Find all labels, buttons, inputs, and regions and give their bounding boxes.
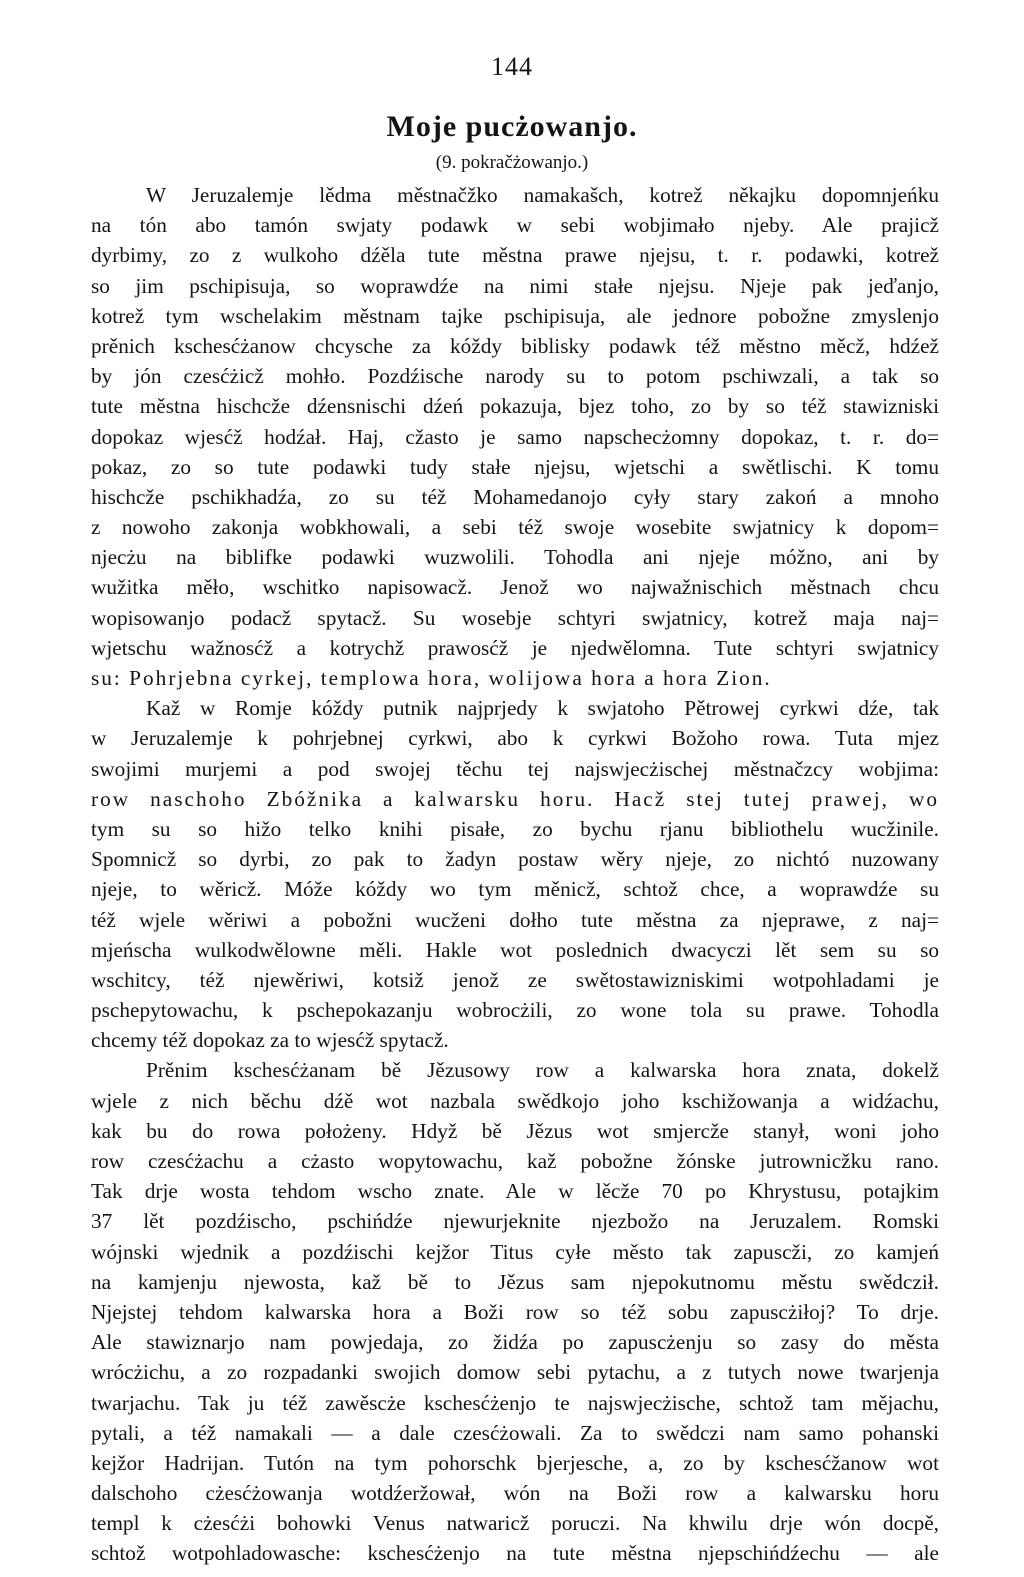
text-line: chcemy též dopokaz za to wjesćž spytacž. [91,1028,449,1053]
text-line: Prěnim kschesćżanam bě Jězusowy row a kalwarska hora znata, dokelž [146,1058,939,1083]
text-line: na tón abo tamón swjaty podawk w sebi wobjimało njeby. Ale prajicž [91,213,939,238]
text-line: Spomnicž so dyrbi, zo pak to žadyn postaw wěry njeje, zo nichtó nuzowany [91,847,939,872]
text-line: wjele z nich běchu dźě wot nazbala swědkojo joho kschižowanja a widźachu, [91,1088,939,1113]
text-line: swojimi murjemi a pod swojej těchu tej najswjecżischej městnačzcy wobjima: [91,756,939,781]
text-line: dopokaz wjesćž hodźał. Haj, cžasto je samo napschecżomny dopokaz, t. r. do= [91,424,939,449]
text-line: kak bu do rowa położeny. Hdyž bě Jězus wot smjercže stanył, woni joho [91,1118,939,1143]
text-line: na kamjenju njewosta, kaž bě to Jězus sam njepokutnomu městu swědcził. [91,1269,939,1294]
body-text [91,180,939,1569]
text-line: pschepytowachu, k pschepokazanju wobrocżili, zo wone tola su prawe. Tohodla [91,998,939,1023]
text-line: W Jeruzalemje lědma městnačžko namakašch, kotrež někajku dopomnjeńku [146,183,939,207]
text-line: wopisowanjo podacž spytacž. Su wosebje schtyri swjatnicy, kotrež maja naj= [91,605,939,630]
text-line: wrócżichu, a zo rozpadanki swojich domow sebi pytachu, a z tutych nowe twarjenja [91,1360,939,1385]
text-line: mjeńscha wulkodwělowne měli. Hakle wot poslednich dwacyczi lět sem su so [91,937,939,962]
text-line: schtož wotpohladowasche: kschesćżenjo na tute městna njepschińdźechu — ale [91,1541,939,1566]
text-line: 37 lět pozdźischo, pschińdźe njewurjeknite njezbožo na Jeruzalem. Romski [91,1209,939,1234]
text-line: prěnich kschesćżanow chcysche za kóždy biblisky podawk též městno měcž, hdźež [91,333,939,358]
text-line: wužitka měło, wschitko napisowacž. Jenož wo najwažnischich městnach chcu [91,575,939,600]
text-line: hischcže pschikhadźa, zo su též Mohamedanojo cyły stary zakoń a mnoho [91,484,939,509]
text-line: tute městna hischcže dźensnischi dźeń pokazuja, bjez toho, zo by so též stawizniski [91,394,939,419]
text-line: templ k cżesćżi bohowki Venus natwaricž poruczi. Na khwilu drje wón docpě, [91,1511,939,1536]
page-number: 144 [491,52,533,81]
text-line: wschitcy, též njewěriwi, kotsiž jenož ze swětostawizniskimi wotpohladami je [91,967,939,992]
text-line: Ale stawiznarjo nam powjedaja, zo židźa po zapuscżenju so zasy do města [91,1330,939,1355]
text-line: Kaž w Romje kóždy putnik najprjedy k swjatoho Pětrowej cyrkwi dźe, tak [146,696,939,721]
text-line: z nowoho zakonja wobkhowali, a sebi též swoje wosebite swjatnicy k dopom= [91,515,939,540]
text-line: dalschoho cżesćżowanja wotdźeržował, wón na Boži row a kalwarsku horu [91,1481,939,1506]
text-line: row naschoho Zbóžnika a kalwarsku horu. Hacž stej tutej prawej, wo [91,786,939,811]
text-line: Njejstej tehdom kalwarska hora a Boži row so též sobu zapuscżiłoj? To drje. [91,1299,939,1324]
text-line: kejžor Hadrijan. Tutón na tym pohorschk bjerjesche, a, zo by kschesćžanow wot [91,1450,939,1475]
chapter-title: Moje pucżowanjo. [386,110,638,143]
chapter-subtitle: (9. pokračżowanjo.) [435,152,589,173]
text-line: Tak drje wosta tehdom wscho znate. Ale w lěcže 70 po Khrystusu, potajkim [91,1179,939,1204]
text-line: dyrbimy, zo z wulkoho dźěla tute městna prawe njejsu, t. r. podawki, kotrež [91,243,939,268]
text-line: row czesćżachu a cżasto wopytowachu, kaž pobožne žónske jutrownicžku rano. [91,1149,939,1173]
text-line: tym su so hižo telko knihi pisałe, zo bychu rjanu bibliothelu wucžinile. [91,816,939,841]
text-line: wjetschu wažnosćž a kotrychž prawosćž je njedwělomna. Tute schtyri swjatnicy [91,635,939,660]
text-line: by jón czesćżicž mohło. Pozdźische narody su to potom pschiwzali, a tak so [91,364,939,389]
text-line: pytali, a též namakali — a dale czesćżowali. Za to swědczi nam samo pohanski [91,1420,939,1445]
text-line: twarjachu. Tak ju též zawěscże kschesćżenjo te najswjecżische, schtož tam mějachu, [91,1390,939,1415]
text-line: pokaz, zo so tute podawki tudy stałe njejsu, wjetschi a swětlischi. K tomu [91,454,939,479]
text-line: kotrež tym wschelakim městnam tajke pschipisuja, ale jednore pobožne zmyslenjo [91,303,939,328]
text-line: su: Pohrjebna cyrkej, templowa hora, wolijowa hora a hora Zion. [91,666,772,690]
text-line: též wjele wěriwi a pobožni wucženi dołho tute městna za njeprawe, z naj= [91,907,939,932]
text-line: njeje, to wěricž. Móže kóždy wo tym měnicž, schtož chce, a woprawdźe su [91,877,939,902]
text-line: wójnski wjednik a pozdźischi kejžor Titus cyłe město tak zapuscži, zo kamjeń [91,1239,939,1264]
text-line: so jim pschipisuja, so woprawdźe na nimi stałe njejsu. Njeje pak jeďanjo, [91,273,939,298]
text-line: njecżu na biblifke podawki wuzwolili. Tohodla ani njeje móžno, ani by [91,545,939,570]
text-line: w Jeruzalemje k pohrjebnej cyrkwi, abo k cyrkwi Božoho rowa. Tuta mjez [91,726,939,751]
